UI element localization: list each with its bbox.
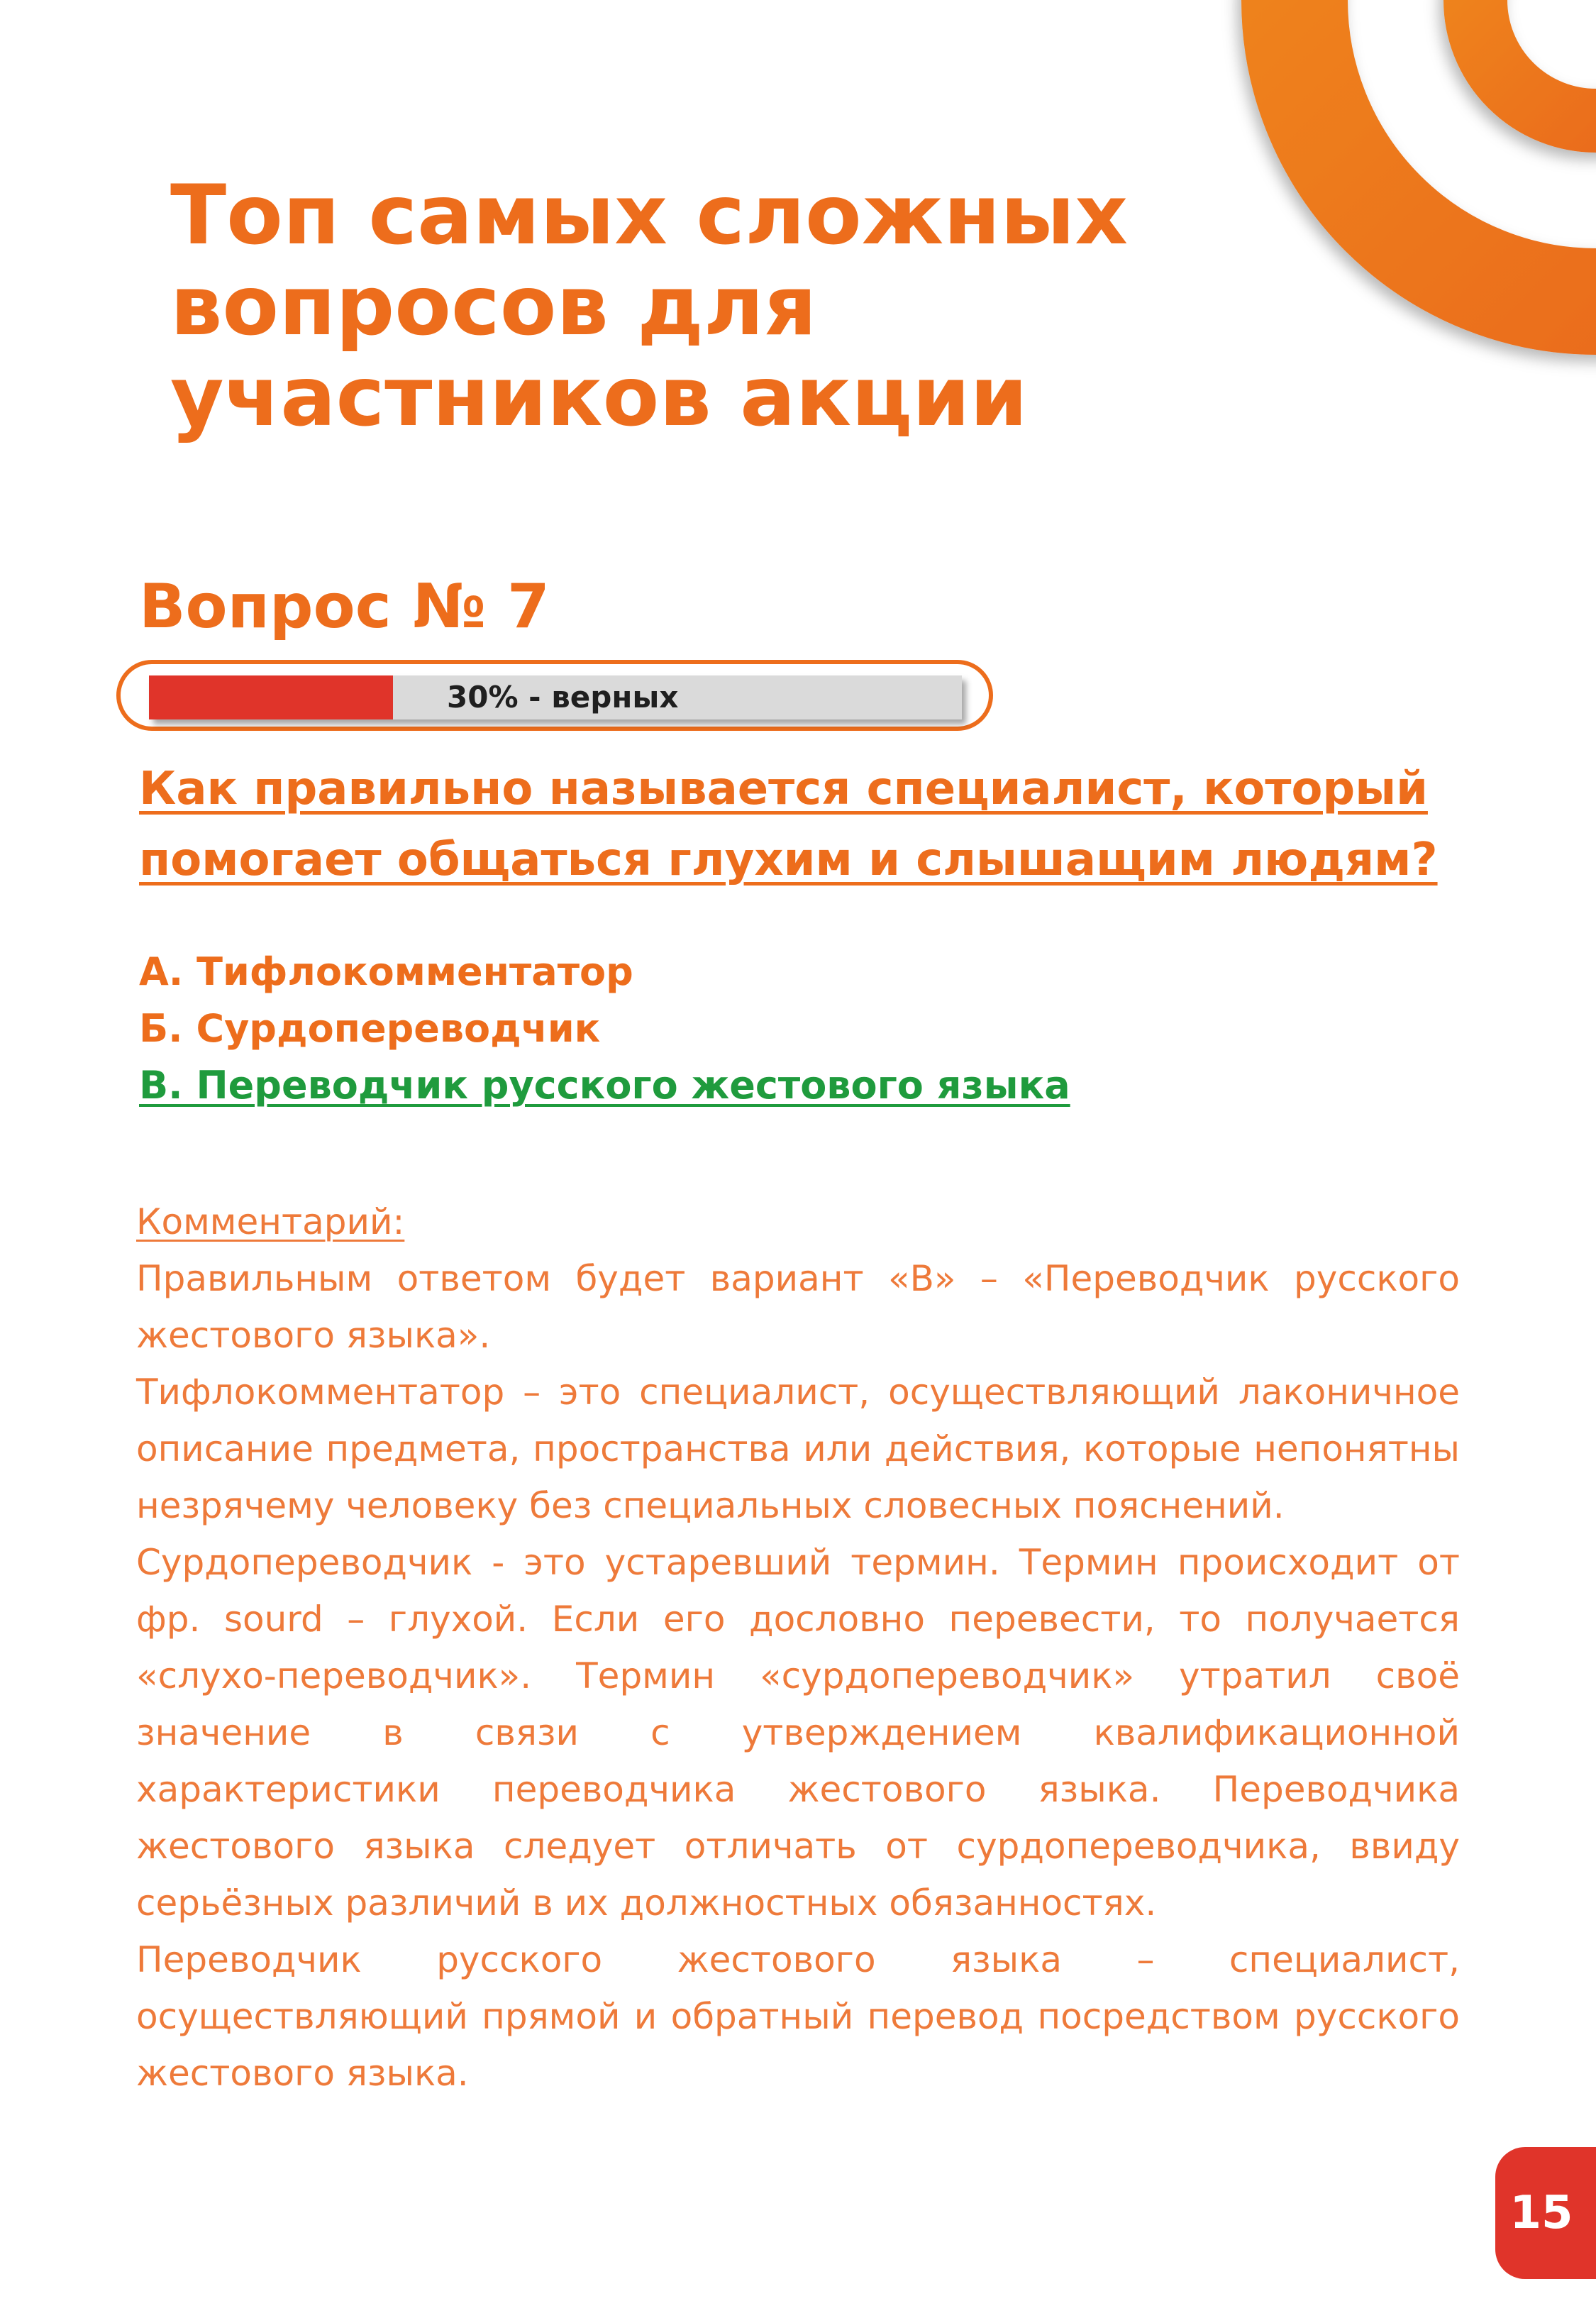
comment-heading: Комментарий: <box>136 1201 405 1242</box>
title-line: Топ самых сложных <box>170 167 1129 263</box>
page-title <box>170 167 1234 445</box>
comment-paragraph: Сурдопереводчик - это устаревший термин. Термин происходит от фр. sourd – глухой. Если его дословно перевести, то получается «слухо-переводчик». Термин «сурдопереводчик» утратил своё значение в связи с утверждением квалификационной характеристики переводчика жестового языка. Переводчика жестового языка следует отличать от сурдопереводчика, ввиду серьёзных различий в их должностных обязанностях. <box>136 1542 1460 1924</box>
comment-block <box>136 1193 1460 2102</box>
question-text-line: помогает общаться глухим и слышащим людям? <box>139 834 1438 886</box>
answer-option-a: А. Тифлокомментатор <box>139 949 633 994</box>
answer-option-b: Б. Сурдопереводчик <box>139 1006 601 1051</box>
progress-track <box>149 675 962 719</box>
progress-fill <box>149 675 393 719</box>
title-line: участников акции <box>170 349 1028 445</box>
answer-options <box>139 944 1070 1114</box>
progress-label: 30% - верных <box>447 680 679 715</box>
comment-paragraph: Тифлокомментатор – это специалист, осуществляющий лаконичное описание предмета, пространства или действия, которые непонятны незрячему человеку без специальных словесных пояснений. <box>136 1372 1460 1526</box>
correct-answers-progress <box>116 660 993 731</box>
answer-option-c-correct: В. Переводчик русского жестового языка <box>139 1063 1070 1108</box>
comment-paragraph: Переводчик русского жестового языка – специалист, осуществляющий прямой и обратный перевод посредством русского жестового языка. <box>136 1939 1460 2094</box>
outer-ring <box>1295 0 1596 302</box>
question-text <box>139 754 1487 895</box>
inner-ring <box>1475 0 1596 121</box>
question-number: Вопрос № 7 <box>139 571 550 642</box>
question-text-line: Как правильно называется специалист, который <box>139 763 1428 815</box>
title-line: вопросов для <box>170 258 817 354</box>
comment-paragraph: Правильным ответом будет вариант «В» – «Переводчик русского жестового языка». <box>136 1258 1460 1356</box>
page-number-badge: 15 <box>1495 2147 1596 2279</box>
